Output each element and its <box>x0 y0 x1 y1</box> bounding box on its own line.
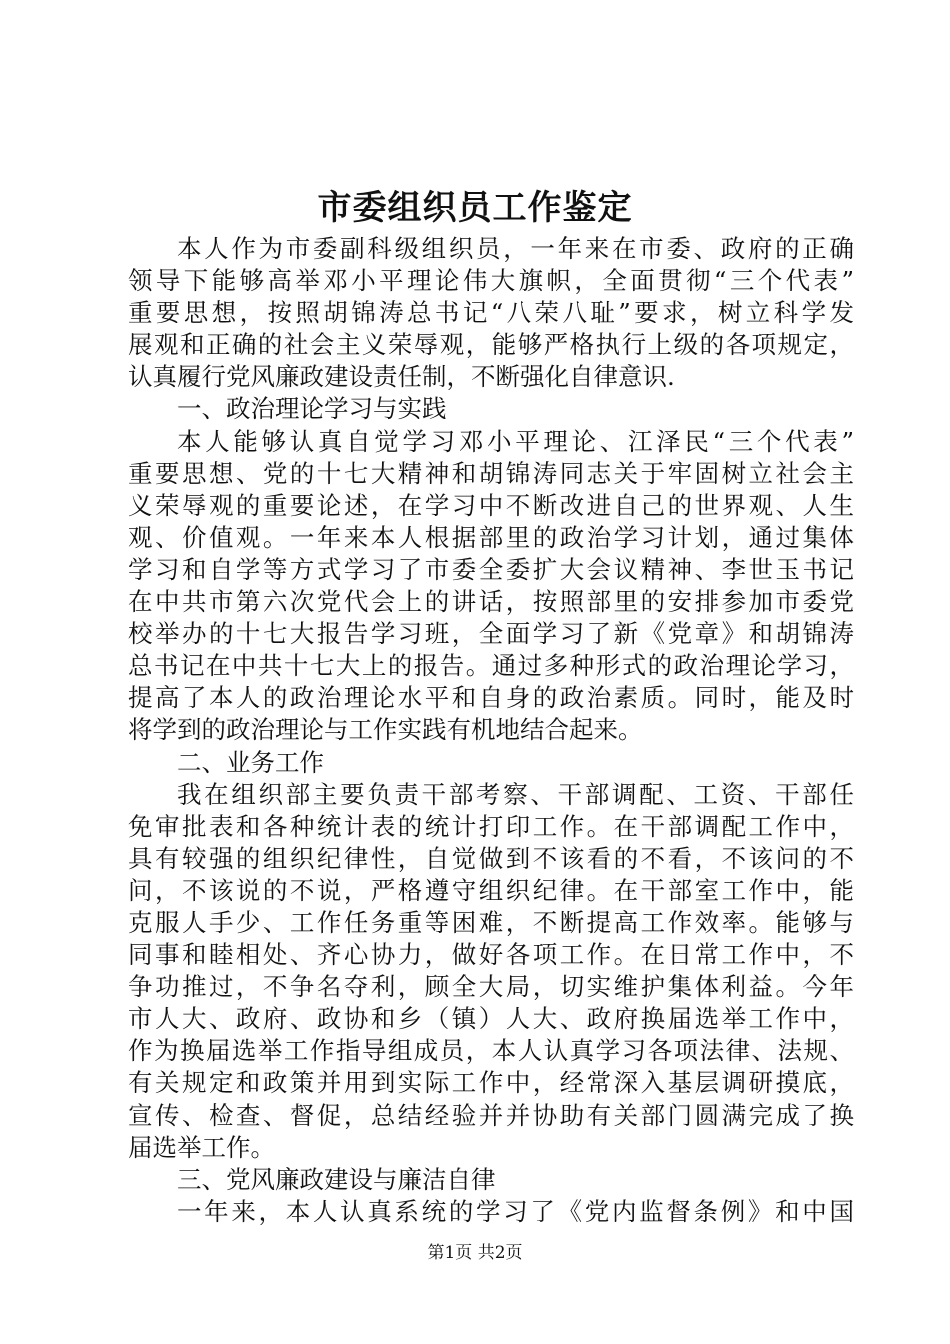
document-body <box>128 233 854 1228</box>
text-line: 重要思想、党的十七大精神和胡锦涛同志关于牢固树立社会主 <box>128 458 854 488</box>
text-line: 学习和自学等方式学习了市委全委扩大会议精神、李世玉书记 <box>128 554 854 584</box>
text-line: 同事和睦相处、齐心协力，做好各项工作。在日常工作中，不 <box>128 940 854 970</box>
text-line: 克服人手少、工作任务重等困难，不断提高工作效率。能够与 <box>128 907 854 937</box>
text-line: 作为换届选举工作指导组成员，本人认真学习各项法律、法规、 <box>128 1036 854 1066</box>
text-line: 问，不该说的不说，严格遵守组织纪律。在干部室工作中，能 <box>128 875 854 905</box>
text-line: 提高了本人的政治理论水平和自身的政治素质。同时，能及时 <box>128 683 854 713</box>
text-line: 免审批表和各种统计表的统计打印工作。在干部调配工作中， <box>128 811 854 841</box>
text-line: 展观和正确的社会主义荣辱观，能够严格执行上级的各项规定， <box>128 330 854 360</box>
text-line: 有关规定和政策并用到实际工作中，经常深入基层调研摸底， <box>128 1068 854 1098</box>
text-line: 领导下能够高举邓小平理论伟大旗帜，全面贯彻“三个代表” <box>128 266 854 296</box>
text-line: 在中共市第六次党代会上的讲话，按照部里的安排参加市委党 <box>128 587 854 617</box>
page-footer: 第1页 共2页 <box>427 1243 523 1263</box>
text-line: 三、党风廉政建设与廉洁自律 <box>177 1164 496 1194</box>
text-line: 一年来，本人认真系统的学习了《党内监督条例》和中国 <box>177 1196 854 1226</box>
text-line: 届选举工作。 <box>128 1132 275 1162</box>
text-line: 本人作为市委副科级组织员，一年来在市委、政府的正确 <box>177 234 854 263</box>
text-line: 观、价值观。一年来本人根据部里的政治学习计划，通过集体 <box>128 522 854 552</box>
text-line: 一、政治理论学习与实践 <box>177 394 447 424</box>
text-line: 将学到的政治理论与工作实践有机地结合起来。 <box>128 715 643 745</box>
text-line: 我在组织部主要负责干部考察、干部调配、工资、干部任 <box>177 779 854 809</box>
text-line: 具有较强的组织纪律性，自觉做到不该看的不看，不该问的不 <box>128 843 854 873</box>
text-line: 校举办的十七大报告学习班，全面学习了新《党章》和胡锦涛 <box>128 619 854 649</box>
text-line: 争功推过，不争名夺利，顾全大局，切实维护集体利益。今年 <box>128 972 854 1002</box>
text-line: 总书记在中共十七大上的报告。通过多种形式的政治理论学习， <box>128 651 854 681</box>
text-line: 二、业务工作 <box>177 747 324 777</box>
text-line: 重要思想，按照胡锦涛总书记“八荣八耻”要求，树立科学发 <box>128 298 854 328</box>
text-line: 市人大、政府、政协和乡（镇）人大、政府换届选举工作中， <box>128 1004 854 1034</box>
text-line: 本人能够认真自觉学习邓小平理论、江泽民“三个代表” <box>177 426 854 456</box>
text-line: 宣传、检查、督促，总结经验并并协助有关部门圆满完成了换 <box>128 1100 854 1130</box>
text-line: 义荣辱观的重要论述，在学习中不断改进自己的世界观、人生 <box>128 490 854 520</box>
text-line: 认真履行党风廉政建设责任制，不断强化自律意识. <box>128 362 675 392</box>
document-title: 市委组织员工作鉴定 <box>317 188 633 228</box>
